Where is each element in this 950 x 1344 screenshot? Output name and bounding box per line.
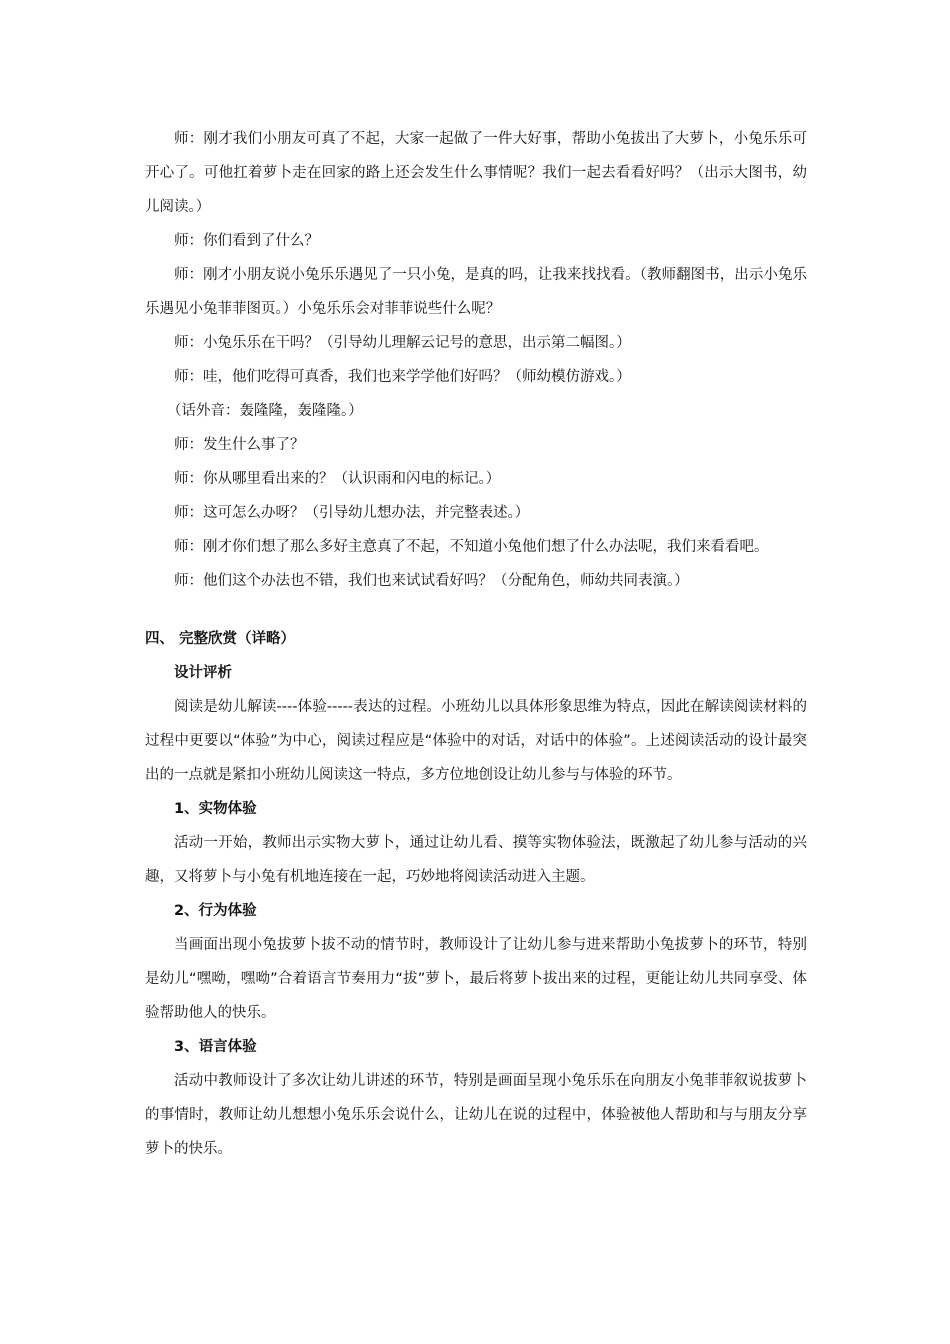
item-text-2: 当画面出现小兔拔萝卜拔不动的情节时，教师设计了让幼儿参与进来帮助小兔拔萝卜的环节，特别是幼儿“嘿呦，嘿呦”合着语言节奏用力“拔”萝卜，最后将萝卜拔出来的过程，更能让幼儿共同享受、体验帮助他人的快乐。 (145, 937, 807, 1021)
item-text-3: 活动中教师设计了多次让幼儿讲述的环节，特别是画面呈现小兔乐乐在向朋友小兔菲菲叙说拔萝卜的事情时，教师让幼儿想想小兔乐乐会说什么，让幼儿在说的过程中，体验被他人帮助和与与朋友分享萝卜的快乐。 (145, 1073, 807, 1157)
analysis-paragraph: 阅读是幼儿解读----体验-----表达的过程。小班幼儿以具体形象思维为特点，因此在解读阅读材料的过程中更要以“体验”为中心，阅读过程应是“体验中的对话，对话中的体验”。上述阅读活动的设计最突出的一点就是紧扣小班幼儿阅读这一特点，多方位地创设让幼儿参与与体验的环节。 (145, 699, 807, 783)
dialogue-paragraph: 师：这可怎么办呀？（引导幼儿想办法，并完整表述。） (174, 505, 530, 521)
dialogue-paragraph: 师：哇，他们吃得可真香，我们也来学学他们好吗？（师幼模仿游戏。） (174, 369, 631, 385)
section-spacer (145, 598, 807, 622)
sub-heading: 设计评析 (174, 665, 232, 681)
item-title-1: 1、实物体验 (174, 801, 257, 817)
dialogue-paragraph: 师：刚才小朋友说小兔乐乐遇见了一只小兔，是真的吗，让我来找找看。（教师翻图书，出示小兔乐乐遇见小兔菲菲图页。）小兔乐乐会对菲菲说些什么呢？ (145, 267, 807, 317)
dialogue-paragraph: 师：刚才我们小朋友可真了不起，大家一起做了一件大好事，帮助小兔拔出了大萝卜，小兔乐乐可开心了。可他扛着萝卜走在回家的路上还会发生什么事情呢？我们一起去看看好吗？（出示大图书，幼儿阅读。） (145, 131, 807, 215)
item-title-3: 3、语言体验 (174, 1039, 257, 1055)
section-heading: 四、 完整欣赏（详略） (145, 631, 296, 647)
voiceover-paragraph: （话外音：轰隆隆，轰隆隆。） (167, 403, 363, 419)
dialogue-paragraph: 师：他们这个办法也不错，我们也来试试看好吗？（分配角色，师幼共同表演。） (174, 573, 689, 589)
item-text-1: 活动一开始，教师出示实物大萝卜，通过让幼儿看、摸等实物体验法，既激起了幼儿参与活动的兴趣，又将萝卜与小兔有机地连接在一起，巧妙地将阅读活动进入主题。 (145, 835, 807, 885)
dialogue-paragraph: 师：你们看到了什么？ (174, 233, 319, 249)
document-body (145, 122, 807, 1166)
dialogue-paragraph: 师：你从哪里看出来的？（认识雨和闪电的标记。） (174, 471, 501, 487)
dialogue-paragraph: 师：小兔乐乐在干吗？（引导幼儿理解云记号的意思，出示第二幅图。） (174, 335, 631, 351)
dialogue-paragraph: 师：发生什么事了？ (174, 437, 305, 453)
item-title-2: 2、行为体验 (174, 903, 257, 919)
dialogue-paragraph: 师：刚才你们想了那么多好主意真了不起，不知道小兔他们想了什么办法呢，我们来看看吧。 (174, 539, 769, 555)
